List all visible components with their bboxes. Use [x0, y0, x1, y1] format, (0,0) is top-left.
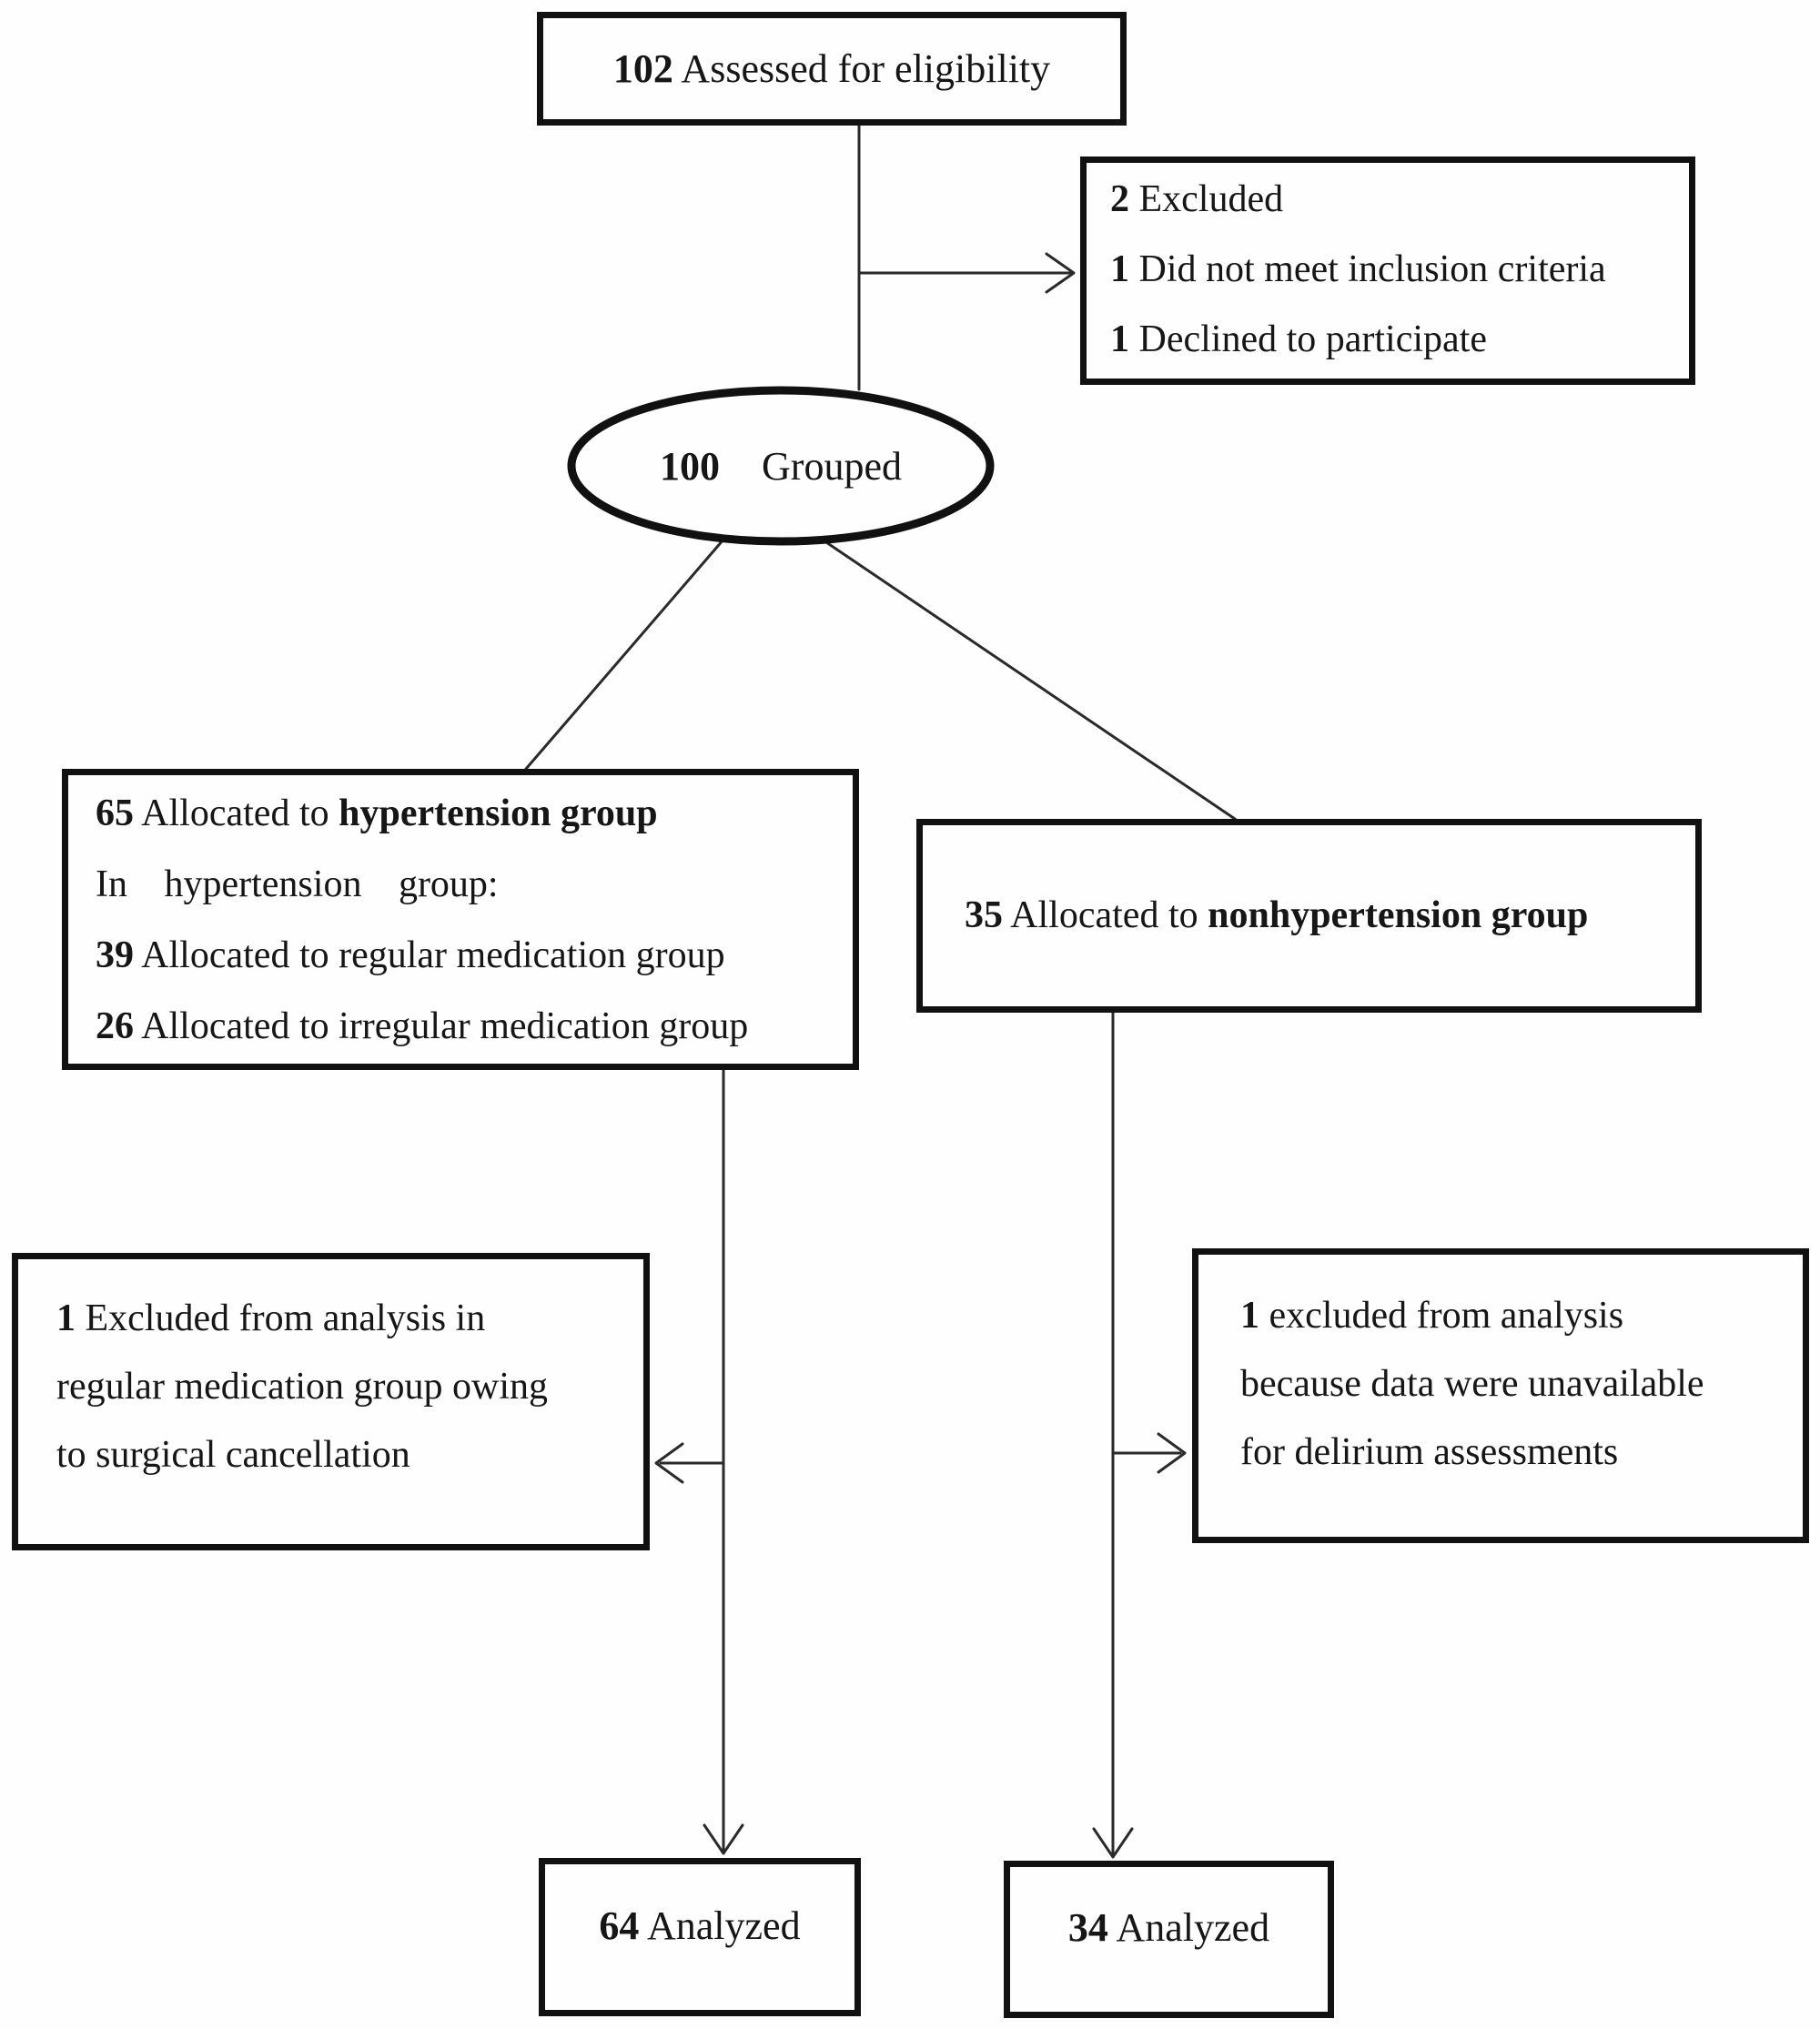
right-exclusion-line: because data were unavailable — [1240, 1363, 1704, 1405]
nonhypertension-box — [916, 819, 1702, 1013]
nonhypertension-text: 35 Allocated to nonhypertension group — [965, 894, 1589, 936]
grouped-ellipse — [571, 390, 990, 541]
excluded-line: 1 Declined to participate — [1110, 318, 1487, 360]
hypertension-box — [62, 769, 859, 1070]
excluded-top-box — [1080, 156, 1695, 385]
hypertension-line: 26 Allocated to irregular medication group — [96, 1005, 749, 1047]
connector-grouped-nonhypertension — [824, 540, 1235, 819]
analyzed-left-text: 64 Analyzed — [599, 1903, 801, 1948]
left-exclusion-box — [12, 1253, 650, 1550]
assessed-box — [537, 12, 1127, 126]
grouped-count: 100 — [660, 443, 721, 489]
hypertension-line: 65 Allocated to hypertension group — [96, 792, 658, 834]
left-exclusion-line: 1 Excluded from analysis in — [56, 1297, 486, 1339]
right-exclusion-line: for delirium assessments — [1240, 1431, 1619, 1473]
hypertension-line: In hypertension group: — [96, 863, 499, 905]
right-exclusion-box — [1192, 1248, 1809, 1543]
hypertension-line: 39 Allocated to regular medication group — [96, 934, 725, 976]
excluded-line: 2 Excluded — [1110, 178, 1284, 220]
grouped-label: Grouped — [762, 443, 902, 489]
analyzed-right-text: 34 Analyzed — [1067, 1905, 1270, 1950]
right-exclusion-line: 1 excluded from analysis — [1240, 1295, 1624, 1337]
excluded-line: 1 Did not meet inclusion criteria — [1110, 248, 1606, 290]
connector-grouped-hypertension — [526, 540, 723, 769]
assessed-text: 102 Assessed for eligibility — [612, 46, 1051, 91]
left-exclusion-line: to surgical cancellation — [56, 1434, 410, 1476]
analyzed-left-box — [539, 1858, 861, 2016]
left-exclusion-line: regular medication group owing — [56, 1366, 549, 1408]
analyzed-right-box — [1004, 1861, 1334, 2018]
